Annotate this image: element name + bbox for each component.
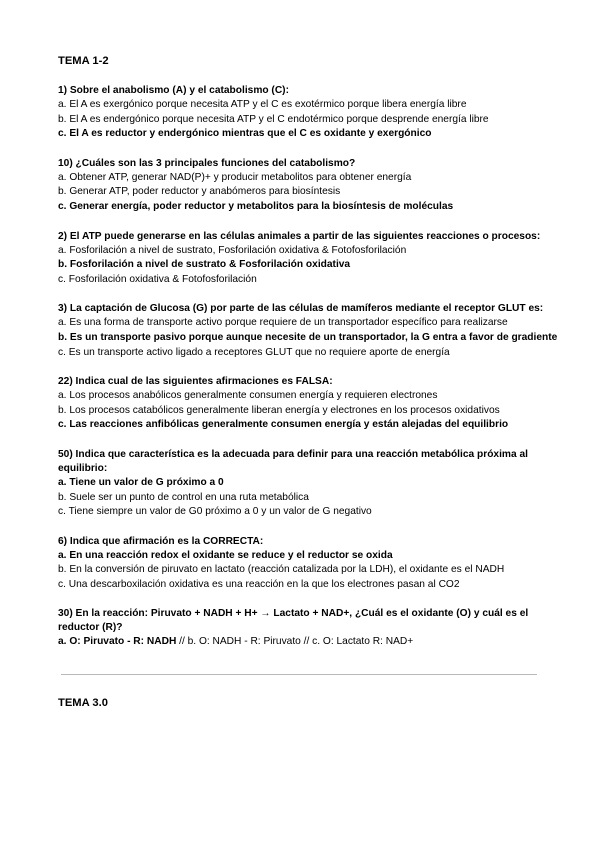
answer-option: b. En la conversión de piruvato en lactato (reacción catalizada por la LDH), el oxidante es el NADH <box>58 564 505 576</box>
section-heading-tema-3-0: TEMA 3.0 <box>58 697 108 710</box>
question-answer-line <box>58 635 558 650</box>
answer-option: c. Una descarboxilación oxidativa es una reacción en la que los electrones pasan al CO2 <box>58 578 460 590</box>
correct-answer: a. O: Piruvato - R: NADH <box>58 636 177 648</box>
question-30 <box>58 607 558 650</box>
correct-option: b. Es un transporte pasivo porque aunque necesite de un transportador, la G entra a favor de gradiente <box>58 331 558 343</box>
question-list <box>58 84 558 592</box>
answer-option: b. El A es endergónico porque necesita ATP y el C endotérmico porque desprende energía libre <box>58 113 489 125</box>
document-page <box>58 55 558 709</box>
answer-option: a. Obtener ATP, generar NAD(P)+ y producir metabolitos para obtener energía <box>58 171 412 183</box>
question-title: 10) ¿Cuáles son las 3 principales funciones del catabolismo? <box>58 157 356 169</box>
answer-option: b. Generar ATP, poder reductor y anabómeros para biosíntesis <box>58 186 341 198</box>
section-heading-tema-1-2: TEMA 1-2 <box>58 55 109 67</box>
question-title: 30) En la reacción: Piruvato + NADH + H+ → Lactato + NAD+, ¿Cuál es el oxidante (O) y cuál es el reductor (R)? <box>58 608 529 634</box>
question-block <box>58 84 558 142</box>
answer-option: c. Es un transporte activo ligado a receptores GLUT que no requiere aporte de energía <box>58 346 450 358</box>
section-divider <box>61 674 537 675</box>
answer-option: a. Fosforilación a nivel de sustrato, Fosforilación oxidativa & Fotofosforilación <box>58 244 407 256</box>
question-title: 3) La captación de Glucosa (G) por parte de las células de mamíferos mediante el receptor GLUT es: <box>58 303 544 315</box>
question-block <box>58 230 558 288</box>
question-title: 6) Indica que afirmación es la CORRECTA: <box>58 535 264 547</box>
question-block <box>58 157 558 215</box>
question-title: 22) Indica cual de las siguientes afirmaciones es FALSA: <box>58 376 333 388</box>
question-block <box>58 448 558 520</box>
question-block <box>58 375 558 433</box>
question-block <box>58 535 558 593</box>
correct-option: c. Generar energía, poder reductor y metabolitos para la biosíntesis de moléculas <box>58 200 454 212</box>
answer-option: a. Los procesos anabólicos generalmente consumen energía y requieren electrones <box>58 390 438 402</box>
correct-option: c. Las reacciones anfibólicas generalmente consumen energía y están alejadas del equilibrio <box>58 419 509 431</box>
question-title: 1) Sobre el anabolismo (A) y el catabolismo (C): <box>58 85 289 96</box>
answer-option: a. El A es exergónico porque necesita ATP y el C es exotérmico porque libera energía libre <box>58 99 467 110</box>
correct-option: c. El A es reductor y endergónico mientras que el C es oxidante y exergónico <box>58 128 432 140</box>
other-answers: // b. O: NADH - R: Piruvato // c. O: Lactato R: NAD+ <box>176 636 414 648</box>
answer-option: a. Es una forma de transporte activo porque requiere de un transportador específico para realizarse <box>58 317 508 329</box>
answer-option: b. Suele ser un punto de control en una ruta metabólica <box>58 491 309 503</box>
correct-option: b. Fosforilación a nivel de sustrato & Fosforilación oxidativa <box>58 259 351 271</box>
correct-option: a. En una reacción redox el oxidante se reduce y el reductor se oxida <box>58 549 393 561</box>
answer-option: c. Fosforilación oxidativa & Fotofosforilación <box>58 273 257 285</box>
question-title: 2) El ATP puede generarse en las células animales a partir de las siguientes reacciones o procesos: <box>58 230 541 242</box>
correct-option: a. Tiene un valor de G próximo a 0 <box>58 476 224 488</box>
question-title: 50) Indica que característica es la adecuada para definir para una reacción metabólica próxima al equilibrio: <box>58 448 528 474</box>
answer-option: c. Tiene siempre un valor de G0 próximo a 0 y un valor de G negativo <box>58 506 372 518</box>
answer-option: b. Los procesos catabólicos generalmente liberan energía y electrones en los procesos oxidativos <box>58 404 500 416</box>
question-block <box>58 302 558 360</box>
